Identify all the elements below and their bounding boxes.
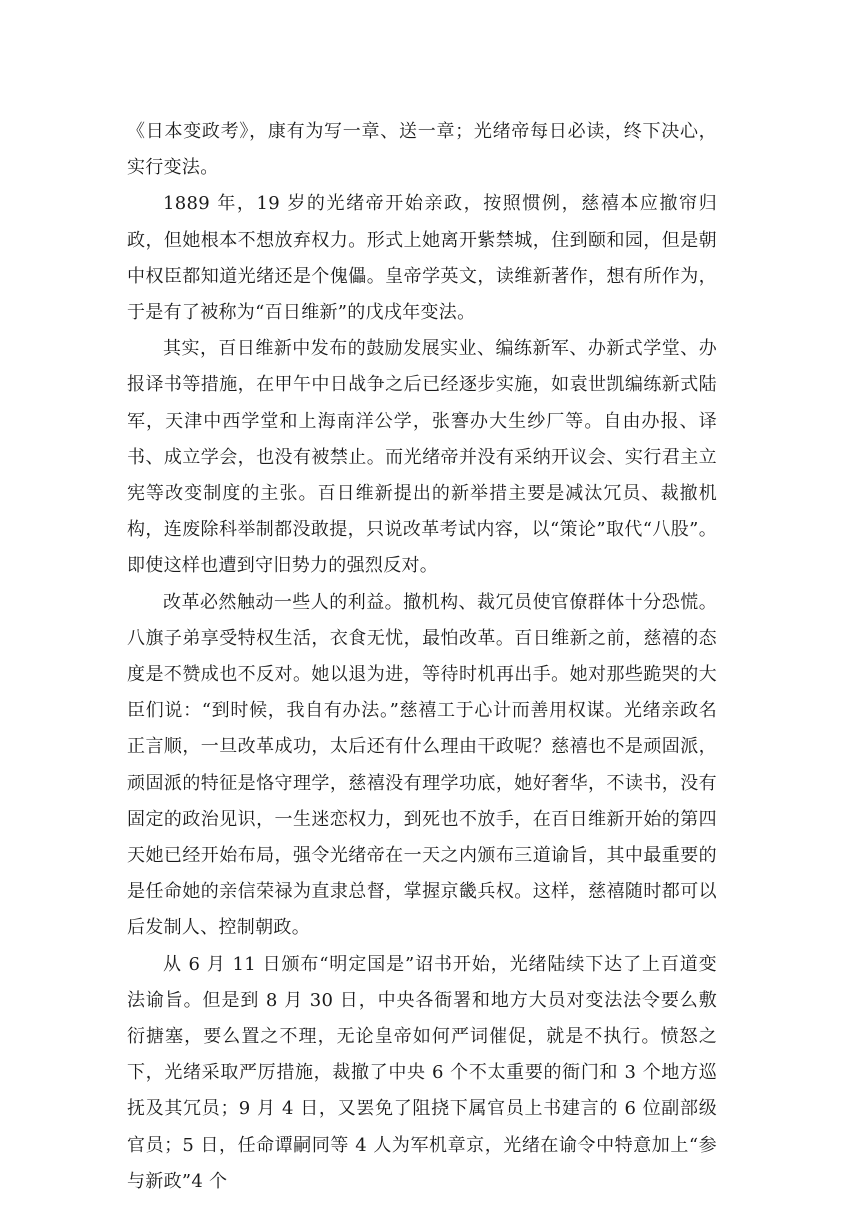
paragraph-continuation: 《日本变政考》，康有为写一章、送一章；光绪帝每日必读，终下决心，实行变法。	[127, 121, 717, 179]
paragraph-1889-regency: 1889 年，19 岁的光绪帝开始亲政，按照惯例，慈禧本应撤帘归政，但她根本不想放弃权力。形式上她离开紫禁城，住到颐和园，但是朝中权臣都知道光绪还是个傀儡。皇帝学英文，读维新著作，想有所作为，于是有了被称为“百日维新”的戊戌年变法。	[127, 193, 717, 324]
paragraph-reform-measures: 其实，百日维新中发布的鼓励发展实业、编练新军、办新式学堂、办报译书等措施，在甲午中日战争之后已经逐步实施，如袁世凯编练新式陆军，天津中西学堂和上海南洋公学，张謇办大生纱厂等。自由办报、译书、成立学会，也没有被禁止。而光绪帝并没有采纳开议会、实行君主立宪等改变制度的主张。百日维新提出的新举措主要是减汰冗员、裁撤机构，连废除科举制都没敢提，只说改革考试内容，以“策论”取代“八股”。即使这样也遭到守旧势力的强烈反对。	[127, 338, 717, 577]
paragraph-cixi-interests: 改革必然触动一些人的利益。撤机构、裁冗员使官僚群体十分恐慌。八旗子弟享受特权生活，衣食无忧，最怕改革。百日维新之前，慈禧的态度是不赞成也不反对。她以退为进，等待时机再出手。她对那些跪哭的大臣们说：“到时候，我自有办法。”慈禧工于心计而善用权谋。光绪亲政名正言顺，一旦改革成功，太后还有什么理由干政呢？慈禧也不是顽固派，顽固派的特征是恪守理学，慈禧没有理学功底，她好奢华，不读书，没有固定的政治见识，一生迷恋权力，到死也不放手，在百日维新开始的第四天她已经开始布局，强令光绪帝在一天之内颁布三道谕旨，其中最重要的是任命她的亲信荣禄为直隶总督，掌握京畿兵权。这样，慈禧随时都可以后发制人、控制朝政。	[127, 591, 717, 939]
body-text	[127, 114, 717, 1200]
paragraph-edicts: 从 6 月 11 日颁布“明定国是”诏书开始，光绪陆续下达了上百道变法谕旨。但是到 8 月 30 日，中央各衙署和地方大员对变法法令要么敷衍搪塞，要么置之不理，无论皇帝如何严词催促，就是不执行。愤怒之下，光绪采取严厉措施，裁撤了中央 6 个不太重要的衙门和 3 个地方巡抚及其冗员；9 月 4 日，又罢免了阻挠下属官员上书建言的 6 位副部级官员；5 日，任命谭嗣同等 4 人为军机章京，光绪在谕令中特意加上“参与新政”4 个	[127, 953, 717, 1192]
